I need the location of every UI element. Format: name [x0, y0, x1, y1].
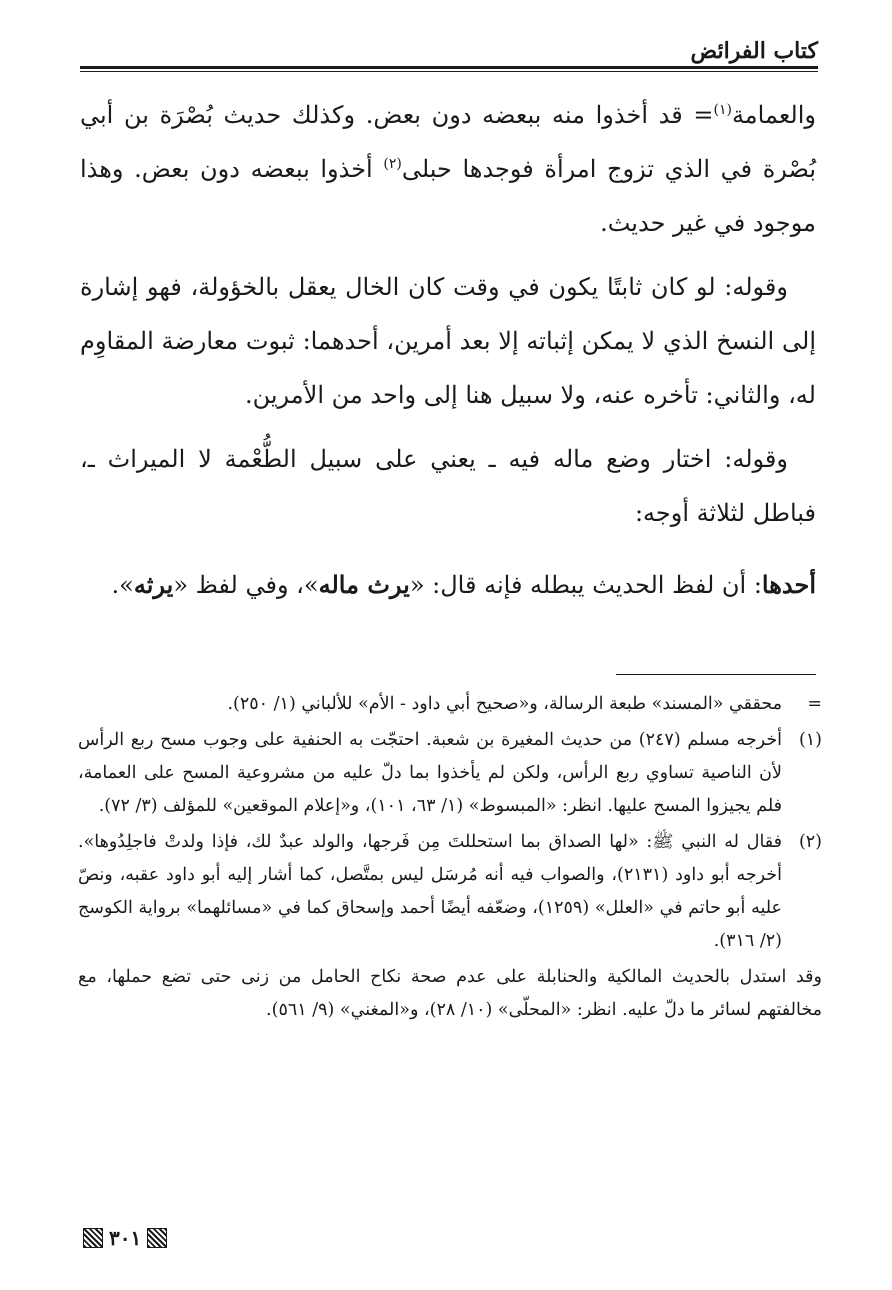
ornament-icon — [83, 1228, 103, 1248]
paragraph-3: وقوله: اختار وضع ماله فيه ـ يعني على سبيل الطُّعْمة لا الميراث ـ، فباطل لثلاثة أوجه: — [80, 445, 816, 527]
paragraph-1-part-c: أخذوا ببعضه دون بعض. وهذا موجود في غير حديث. — [80, 155, 816, 237]
header-rule-thin — [80, 71, 818, 72]
main-text — [80, 88, 816, 612]
footnote-continuation — [78, 688, 822, 721]
paragraph-4-quote-1: يرث ماله — [318, 570, 410, 599]
page-number-text: ٣٠١ — [109, 1226, 142, 1250]
paragraph-2: وقوله: لو كان ثابتًا يكون في وقت كان الخال يعقل بالخؤولة، فهو إشارة إلى النسخ الذي لا يمكن إثباته إلا بعد أمرين، أحدهما: ثبوت معارضة المقاوِم له، والثاني: تأخره عنه، ولا سبيل هنا إلى واحد من الأمرين. — [80, 273, 816, 409]
footnote-marker: (١) — [798, 730, 822, 750]
footnote-text: أخرجه مسلم (٢٤٧) من حديث المغيرة بن شعبة. احتجّت به الحنفية على وجوب مسح ربع الرأس لأن الناصية تساوي ربع الرأس، ولكن لم يأخذوا بما دلّ عليه من مشروعية المسح على العمامة، فلم يجيزوا المسح عليها. انظر: «المبسوط» (١/ ٦٣، ١٠١)، و«إعلام الموقعين» للمؤلف (٣/ ٧٢). — [78, 730, 782, 816]
footnote-ref-1[interactable]: (١) — [713, 102, 732, 118]
footnote-separator — [616, 674, 816, 675]
header-rule-thick — [80, 66, 818, 69]
paragraph-1-part-a: والعمامة — [731, 101, 816, 129]
paragraph-4-lead: أحدها — [761, 570, 816, 599]
footnotes — [78, 688, 822, 1027]
footnote-1 — [78, 724, 822, 823]
paragraph-1 — [80, 88, 816, 250]
footnote-2 — [78, 826, 822, 958]
paragraph-4-end: ». — [111, 571, 134, 599]
footnote-ref-2[interactable]: (٢) — [383, 156, 402, 172]
footnote-text: فقال له النبي ﷺ: «لها الصداق بما استحللتَ مِن فَرجها، والولد عبدٌ لك، فإذا ولدتْ فاجلِدُوها». أخرجه أبو داود (٢١٣١)، والصواب فيه أنه مُرسَل ليس بمتَّصل، كما أشار إليه أبو داود عقبه، ونصّ عليه أبو حاتم في «العلل» (١٢٥٩)، وضعّفه أيضًا أحمد وإسحاق كما في «مسائلهما» برواية الكوسج (٢/ ٣١٦). — [78, 832, 782, 951]
paragraph-1-part-b: = قد أخذوا منه ببعضه دون بعض. وكذلك حديث بُصْرَة بن أبي بُصْرة في الذي تزوج امرأة فوجدها حبلى — [80, 101, 817, 183]
footnote-2-continuation: وقد استدل بالحديث المالكية والحنابلة على عدم صحة نكاح الحامل من زنى حتى تضع حملها، مع مخالفتهم لسائر ما دلّ عليه. انظر: «المحلّى» (١٠/ ٢٨)، و«المغني» (٩/ ٥٦١). — [78, 967, 822, 1020]
footnote-marker: = — [807, 694, 822, 714]
footnote-marker: (٢) — [798, 832, 822, 852]
paragraph-4 — [80, 558, 816, 612]
footnote-text: محققي «المسند» طبعة الرسالة، و«صحيح أبي داود - الأم» للألباني (١/ ٢٥٠). — [227, 694, 782, 714]
chapter-title: كتاب الفرائض — [690, 38, 818, 64]
page-number — [80, 1224, 170, 1252]
paragraph-4-quote-2: يرثه — [133, 570, 174, 599]
ornament-icon — [147, 1228, 167, 1248]
paragraph-4-mid: »، وفي لفظ « — [173, 571, 319, 599]
paragraph-4-rest: : أن لفظ الحديث يبطله فإنه قال: « — [409, 571, 762, 599]
